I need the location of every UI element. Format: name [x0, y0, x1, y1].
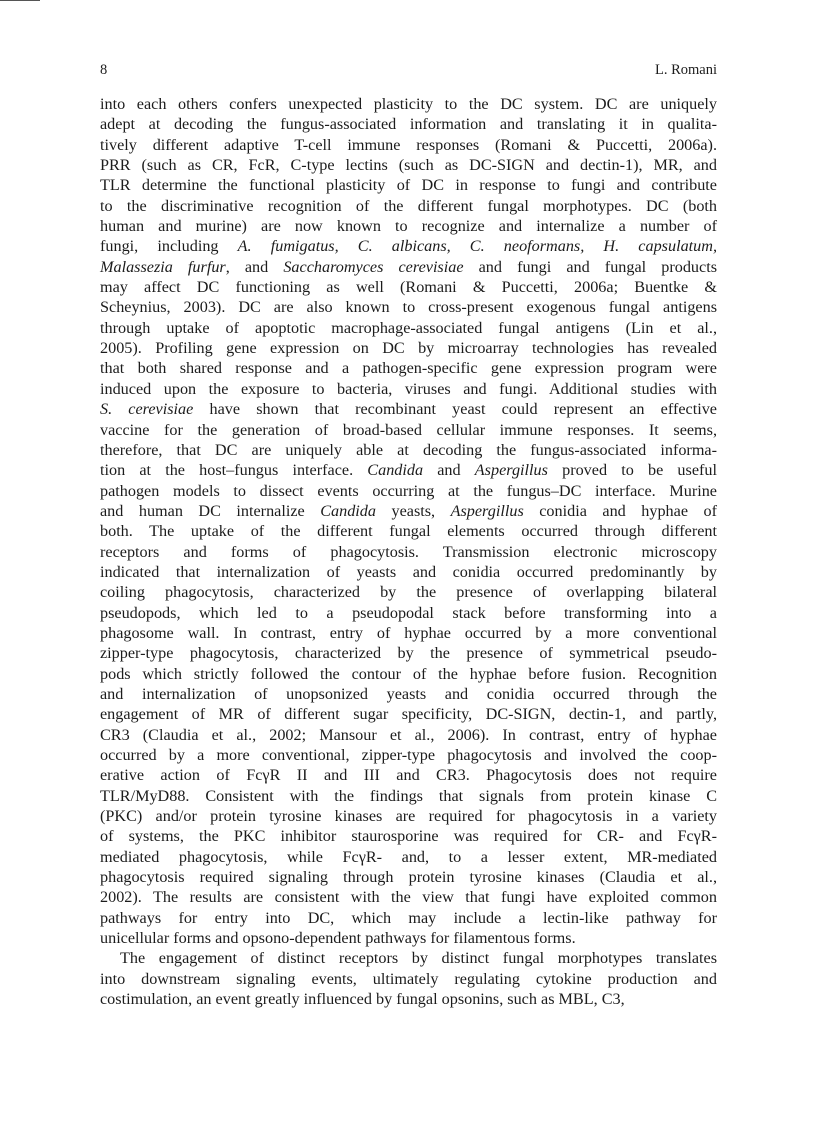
- text-run: zipper-type phagocytosis, characterized by the presence of symmetrical pseudo-: [100, 644, 717, 663]
- italic-term: Aspergillus: [474, 461, 548, 480]
- italic-term: Aspergillus: [450, 501, 524, 520]
- text-run: and fungi and fungal products: [463, 257, 717, 276]
- text-line: [100, 338, 717, 358]
- text-line: [100, 420, 717, 440]
- text-run: unicellular forms and opsono-dependent pathways for filamentous forms.: [100, 929, 576, 948]
- text-line: [100, 562, 717, 582]
- text-run: tion at the host–fungus interface.: [100, 461, 368, 480]
- text-line: [100, 358, 717, 378]
- text-run: that both shared response and a pathogen-specific gene expression program were: [100, 359, 717, 378]
- italic-term: S. cerevisiae: [100, 400, 194, 419]
- text-run: 2002). The results are consistent with the view that fungi have exploited common: [100, 888, 717, 907]
- text-line: [100, 684, 717, 704]
- text-line: [100, 440, 717, 460]
- text-run: phagocytosis required signaling through protein tyrosine kinases (Claudia et al.,: [100, 868, 717, 887]
- text-run: into each others confers unexpected plasticity to the DC system. DC are uniquely: [100, 95, 717, 113]
- text-run: TLR/MyD88. Consistent with the findings that signals from protein kinase C: [100, 786, 717, 805]
- text-run: proved to be useful: [547, 461, 717, 480]
- text-line: [100, 379, 717, 399]
- paragraph: [100, 94, 717, 948]
- text-line: [100, 826, 717, 846]
- running-head-author: L. Romani: [654, 62, 717, 78]
- text-run: pseudopods, which led to a pseudopodal stack before transforming into a: [100, 603, 717, 622]
- text-line: [100, 135, 717, 155]
- text-line: [100, 155, 717, 175]
- italic-term: A. fumigatus, C. albicans, C. neoformans, H. capsulatum,: [237, 237, 717, 256]
- text-run: 2005). Profiling gene expression on DC by microarray technologies has revealed: [100, 339, 717, 358]
- text-run: coiling phagocytosis, characterized by the presence of overlapping bilateral: [100, 583, 717, 602]
- italic-term: Malassezia furfur: [100, 257, 226, 276]
- text-line: [100, 175, 717, 195]
- italic-term: Candida: [320, 501, 376, 520]
- text-run: tively different adaptive T-cell immune responses (Romani & Puccetti, 2006a).: [100, 135, 717, 154]
- text-run: PRR (such as CR, FcR, C-type lectins (such as DC-SIGN and dectin-1), MR, and: [100, 156, 717, 175]
- text-line: [100, 643, 717, 663]
- text-line: [100, 196, 717, 216]
- text-run: erative action of FcγR II and III and CR3. Phagocytosis does not require: [100, 766, 717, 785]
- text-run: TLR determine the functional plasticity of DC in response to fungi and contribute: [100, 176, 717, 195]
- text-run: adept at decoding the fungus-associated information and translating it in qualita-: [100, 115, 717, 134]
- text-run: pathogen models to dissect events occurring at the fungus–DC interface. Murine: [100, 481, 717, 500]
- text-run: CR3 (Claudia et al., 2002; Mansour et al., 2006). In contrast, entry of hyphae: [100, 725, 717, 744]
- text-line: [100, 501, 717, 521]
- text-line: [100, 603, 717, 623]
- text-run: engagement of MR of different sugar specificity, DC-SIGN, dectin-1, and partly,: [100, 705, 717, 724]
- text-line: [100, 908, 717, 928]
- text-line: [100, 216, 717, 236]
- text-line: [100, 725, 717, 745]
- text-line: [100, 257, 717, 277]
- text-run: pathways for entry into DC, which may include a lectin-like pathway for: [100, 908, 717, 927]
- text-line: [100, 765, 717, 785]
- text-run: vaccine for the generation of broad-based cellular immune responses. It seems,: [100, 420, 717, 439]
- text-line: [100, 928, 717, 948]
- paragraph: [100, 948, 717, 1009]
- text-run: and human DC internalize: [100, 501, 321, 520]
- text-run: induced upon the exposure to bacteria, viruses and fungi. Additional studies with: [100, 379, 717, 398]
- text-line: [100, 847, 717, 867]
- text-run: The engagement of distinct receptors by distinct fungal morphotypes translates: [120, 949, 717, 968]
- text-run: indicated that internalization of yeasts and conidia occurred predominantly by: [100, 562, 717, 581]
- text-line: [100, 542, 717, 562]
- text-run: through uptake of apoptotic macrophage-associated fungal antigens (Lin et al.,: [100, 318, 717, 337]
- text-run: therefore, that DC are uniquely able at decoding the fungus-associated informa-: [100, 440, 717, 459]
- text-run: yeasts,: [375, 501, 451, 520]
- text-line: [100, 521, 717, 541]
- text-line: [100, 664, 717, 684]
- text-run: costimulation, an event greatly influenced by fungal opsonins, such as MBL, C3,: [100, 990, 625, 1009]
- text-run: phagosome wall. In contrast, entry of hyphae occurred by a more conventional: [100, 623, 717, 642]
- text-run: may affect DC functioning as well (Romani & Puccetti, 2006a; Buentke &: [100, 278, 717, 297]
- text-run: conidia and hyphae of: [523, 501, 717, 520]
- page-header: [100, 60, 717, 80]
- text-line: [100, 318, 717, 338]
- text-run: to the discriminative recognition of the different fungal morphotypes. DC (both: [100, 196, 717, 215]
- text-line: [100, 481, 717, 501]
- text-run: and internalization of unopsonized yeasts and conidia occurred through the: [100, 684, 717, 703]
- text-line: [100, 969, 717, 989]
- text-run: receptors and forms of phagocytosis. Transmission electronic microscopy: [100, 542, 717, 561]
- text-line: [100, 297, 717, 317]
- text-line: [100, 623, 717, 643]
- italic-term: Saccharomyces cerevisiae: [283, 257, 464, 276]
- text-line: [100, 582, 717, 602]
- text-line: [100, 867, 717, 887]
- body-text: [100, 94, 717, 1009]
- text-line: [100, 806, 717, 826]
- text-run: occurred by a more conventional, zipper-type phagocytosis and involved the coop-: [100, 746, 717, 764]
- text-line: [100, 236, 717, 256]
- text-run: (PKC) and/or protein tyrosine kinases are required for phagocytosis in a variety: [100, 807, 717, 826]
- text-run: and: [423, 461, 475, 480]
- text-run: human and murine) are now known to recognize and internalize a number of: [100, 217, 717, 236]
- text-run: both. The uptake of the different fungal elements occurred through different: [100, 522, 717, 541]
- text-line: [100, 786, 717, 806]
- text-line: [100, 704, 717, 724]
- text-line: [100, 460, 717, 480]
- text-run: pods which strictly followed the contour of the hyphae before fusion. Recognition: [100, 664, 717, 683]
- text-run: , and: [225, 257, 284, 276]
- text-line: [100, 277, 717, 297]
- text-line: [100, 948, 717, 968]
- text-run: into downstream signaling events, ultimately regulating cytokine production and: [100, 969, 717, 988]
- text-line: [100, 94, 717, 114]
- italic-term: Candida: [367, 461, 424, 480]
- page-number: 8: [100, 62, 108, 78]
- text-line: [100, 399, 717, 419]
- text-line: [100, 887, 717, 907]
- corner-crop-mark: [0, 0, 40, 1]
- text-run: mediated phagocytosis, while FcγR- and, to a lesser extent, MR-mediated: [100, 847, 717, 866]
- text-line: [100, 745, 717, 765]
- text-line: [100, 989, 717, 1009]
- text-run: fungi, including: [100, 237, 238, 256]
- text-run: of systems, the PKC inhibitor staurosporine was required for CR- and FcγR-: [100, 827, 717, 846]
- text-line: [100, 114, 717, 134]
- text-run: Scheynius, 2003). DC are also known to cross-present exogenous fungal antigens: [100, 298, 717, 317]
- text-run: have shown that recombinant yeast could represent an effective: [193, 400, 717, 419]
